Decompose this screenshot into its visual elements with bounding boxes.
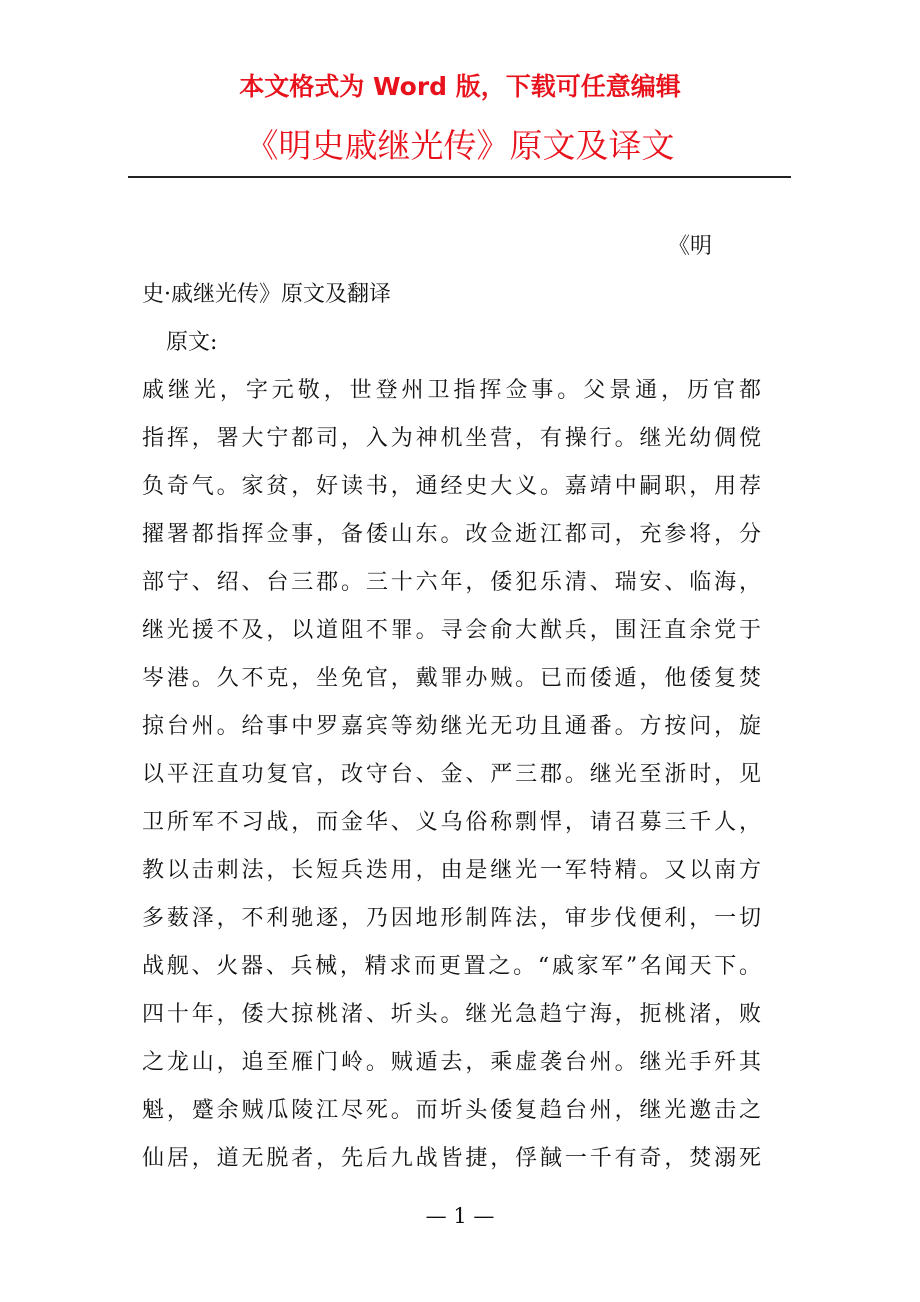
text-line: 教以击刺法，长短兵迭用，由是继光一军特精。又以南方 [142,858,762,883]
text-line: 魁，蹙余贼瓜陵江尽死。而圻头倭复趋台州，继光邀击之 [142,1098,762,1123]
text-line: 继光援不及，以道阻不罪。寻会俞大猷兵，围汪直余党于 [142,618,762,643]
section-label-original-text: 原文: [166,330,218,355]
text-line: 战舰、火器、兵械，精求而更置之。“戚家军”名闻天下。 [142,954,762,979]
text-line: 岑港。久不克，坐免官，戴罪办贼。已而倭遁，他倭复焚 [142,666,762,691]
text-line: 多薮泽，不利驰逐，乃因地形制阵法，审步伐便利，一切 [142,906,762,931]
format-notice-banner: 本文格式为 Word 版，下载可任意编辑 [239,72,681,101]
title-divider [128,176,791,178]
document-title: 《明史戚继光传》原文及译文 [245,126,675,165]
text-line: 指挥，署大宁都司，入为神机坐营，有操行。继光幼倜傥 [142,426,762,451]
text-line: 部宁、绍、台三郡。三十六年，倭犯乐清、瑞安、临海， [142,570,762,595]
original-text-body [142,376,762,1192]
text-line: 仙居，道无脱者，先后九战皆捷，俘馘一千有奇，焚溺死 [142,1146,762,1171]
page-number: — 1 — [425,1204,495,1228]
intro-line-part2: 史·戚继光传》原文及翻译 [142,282,391,307]
text-line: 四十年，倭大掠桃渚、圻头。继光急趋宁海，扼桃渚，败 [142,1002,762,1027]
text-line: 戚继光，字元敬，世登州卫指挥佥事。父景通，历官都 [142,378,762,403]
text-line: 掠台州。给事中罗嘉宾等劾继光无功且通番。方按问，旋 [142,714,762,739]
text-line: 之龙山，追至雁门岭。贼遁去，乘虚袭台州。继光手歼其 [142,1050,762,1075]
text-line: 擢署都指挥佥事，备倭山东。改佥逝江都司，充参将，分 [142,522,762,547]
text-line: 卫所军不习战，而金华、义乌俗称剽悍，请召募三千人， [142,810,762,835]
intro-line-part1: 《明 [668,234,713,259]
text-line: 以平汪直功复官，改守台、金、严三郡。继光至浙时，见 [142,762,762,787]
text-line: 负奇气。家贫，好读书，通经史大义。嘉靖中嗣职，用荐 [142,474,762,499]
